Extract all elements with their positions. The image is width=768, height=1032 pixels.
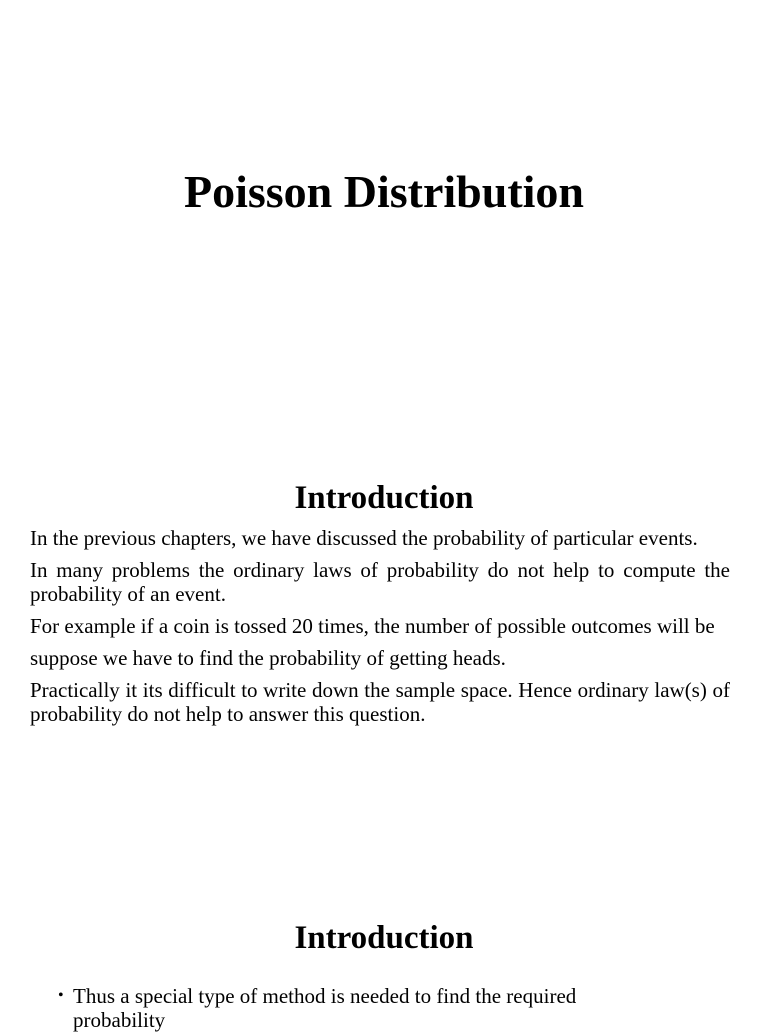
paragraph: In many problems the ordinary laws of probability do not help to compute the probability of an event. (30, 558, 730, 606)
bullet-item (58, 984, 658, 1032)
introduction-continued-slide (0, 880, 768, 1032)
introduction-slide (0, 440, 768, 880)
bullet-text: Thus a special type of method is needed to find the required probability (73, 984, 577, 1032)
section-heading: Introduction (294, 480, 474, 516)
paragraph: In the previous chapters, we have discussed the probability of particular events. (30, 526, 698, 550)
page-title: Poisson Distribution (183, 166, 585, 217)
bullet-icon: • (58, 987, 64, 1004)
paragraph: Practically it its difficult to write down the sample space. Hence ordinary law(s) of probability do not help to answer this question. (30, 678, 730, 726)
paragraph: For example if a coin is tossed 20 times, the number of possible outcomes will be (30, 614, 715, 638)
paragraph: suppose we have to find the probability of getting heads. (30, 646, 506, 670)
bullet-list (58, 984, 658, 1032)
title-slide (0, 0, 768, 440)
paragraph-list (30, 526, 730, 734)
section-heading: Introduction (294, 920, 474, 956)
